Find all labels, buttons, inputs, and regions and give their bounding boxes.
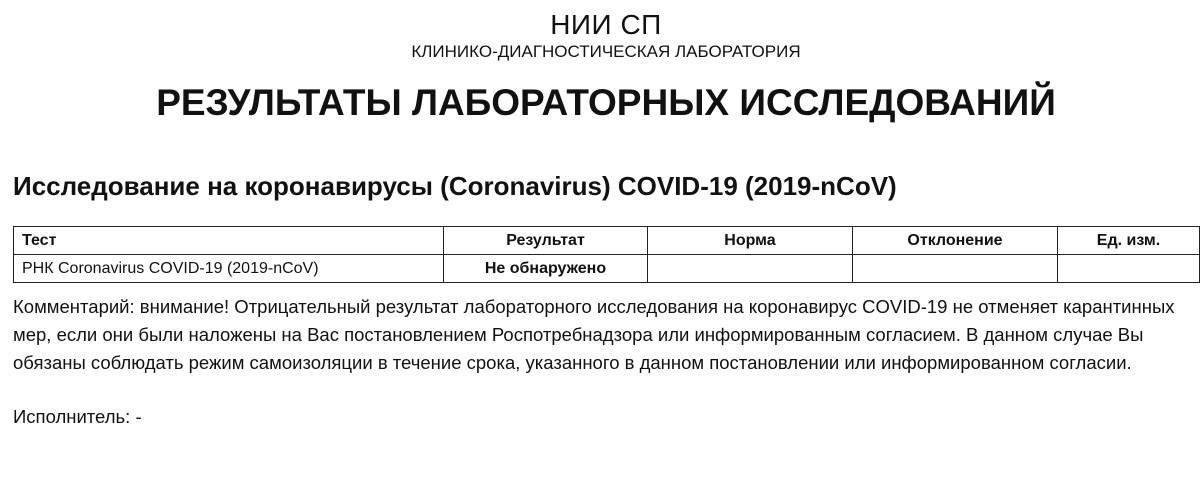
performer-line: Исполнитель: -	[13, 406, 142, 427]
cell-norm	[648, 255, 853, 283]
cell-deviation	[853, 255, 1058, 283]
column-header-deviation: Отклонение	[853, 227, 1058, 255]
department-name: КЛИНИКО-ДИАГНОСТИЧЕСКАЯ ЛАБОРАТОРИЯ	[411, 42, 801, 61]
study-title: Исследование на коронавирусы (Coronavirus) COVID-19 (2019-nCoV)	[13, 171, 897, 201]
results-table	[13, 226, 1200, 283]
cell-unit	[1058, 255, 1200, 283]
organization-name: НИИ СП	[550, 9, 662, 40]
table-header-row	[14, 227, 1200, 255]
cell-test: РНК Coronavirus COVID-19 (2019-nCoV)	[14, 255, 444, 283]
column-header-unit: Ед. изм.	[1058, 227, 1200, 255]
column-header-test: Тест	[14, 227, 444, 255]
table-row	[14, 255, 1200, 283]
column-header-norm: Норма	[648, 227, 853, 255]
comment-text: Комментарий: внимание! Отрицательный результат лабораторного исследования на коронавирус COVID-19 не отменяет карантинных мер, если они были наложены на Вас постановлением Роспотребнадзора или информированным согласием. В данном случае Вы обязаны соблюдать режим самоизоляции в течение срока, указанного в данном постановлении или информированном согласии.	[13, 296, 1175, 373]
document-title: РЕЗУЛЬТАТЫ ЛАБОРАТОРНЫХ ИССЛЕДОВАНИЙ	[156, 82, 1056, 123]
column-header-result: Результат	[444, 227, 648, 255]
cell-result: Не обнаружено	[444, 255, 648, 283]
